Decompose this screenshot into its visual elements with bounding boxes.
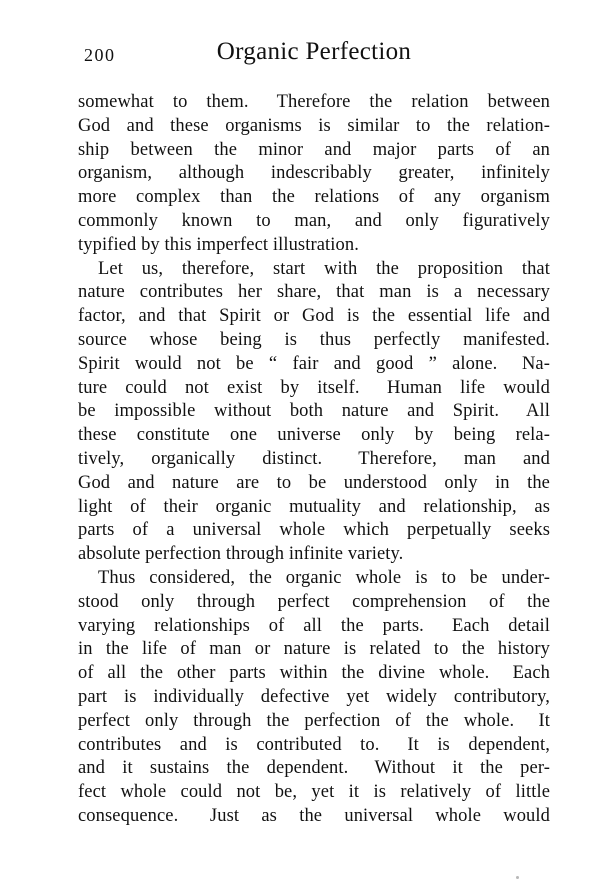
text-line: somewhat to them. Therefore the relation between (78, 92, 550, 112)
scan-speck (516, 876, 519, 879)
text-line: tively, organically distinct. Therefore, man and (78, 448, 550, 469)
text-line: ture could not exist by itself. Human life would (78, 377, 550, 398)
text-line: Let us, therefore, start with the proposition that (98, 258, 550, 279)
text-line: organism, although indescribably greater, infinitely (78, 163, 550, 184)
text-line: and it sustains the dependent. Without it the per- (78, 758, 550, 779)
paragraph (78, 567, 550, 829)
text-line: source whose being is thus perfectly manifested. (78, 329, 550, 350)
page-number: 200 (84, 45, 116, 65)
text-line: these constitute one universe only by being rela- (78, 425, 550, 446)
text-line: God and these organisms is similar to the relation- (78, 115, 550, 136)
text-line: fect whole could not be, yet it is relatively of little (78, 782, 550, 803)
text-line: parts of a universal whole which perpetually seeks (78, 520, 550, 541)
text-line: contributes and is contributed to. It is dependent, (78, 734, 550, 755)
text-line: commonly known to man, and only figuratively (78, 210, 550, 231)
text-line: part is individually defective yet widely contributory, (78, 686, 550, 707)
text-line: more complex than the relations of any organism (78, 187, 550, 208)
paragraph (78, 258, 550, 567)
text-line: varying relationships of all the parts. Each detail (78, 615, 550, 636)
page-header (78, 38, 550, 70)
text-line: light of their organic mutuality and relationship, as (78, 496, 550, 517)
text-line: of all the other parts within the divine whole. Each (78, 663, 550, 684)
text-line: factor, and that Spirit or God is the essential life and (78, 306, 550, 327)
text-line: Thus considered, the organic whole is to be under- (98, 567, 550, 588)
text-line: absolute perfection through infinite variety. (78, 544, 404, 565)
text-line: ship between the minor and major parts of an (78, 139, 550, 160)
running-title: Organic Perfection (216, 38, 412, 65)
text-line: in the life of man or nature is related to the history (78, 639, 550, 660)
paragraph (78, 91, 550, 258)
text-line: consequence. Just as the universal whole would (78, 805, 550, 826)
text-line: God and nature are to be understood only in the (78, 472, 550, 493)
text-line: nature contributes her share, that man is a necessary (78, 282, 550, 303)
body-text (78, 91, 550, 829)
text-line: perfect only through the perfection of the whole. It (78, 710, 550, 731)
text-line: be impossible without both nature and Spirit. All (78, 401, 550, 422)
text-line: stood only through perfect comprehension of the (78, 591, 550, 612)
text-line: typified by this imperfect illustration. (78, 234, 359, 255)
text-line: Spirit would not be “ fair and good ” alone. Na- (78, 353, 550, 374)
